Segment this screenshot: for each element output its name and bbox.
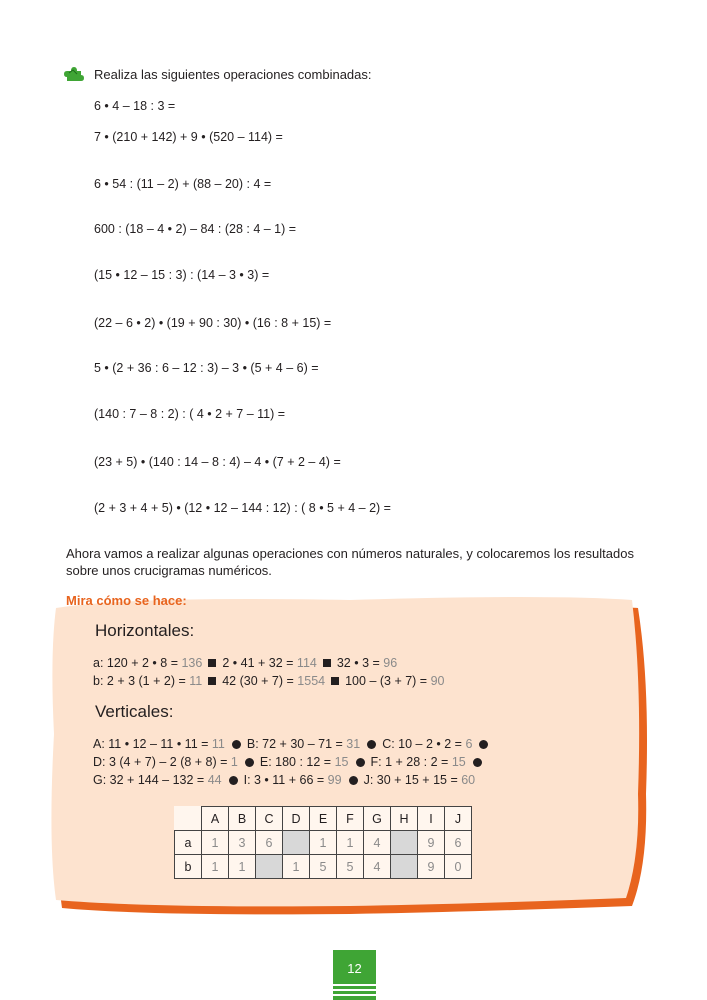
- grid-row: [175, 855, 472, 879]
- grid-cell-shaded: [391, 855, 418, 879]
- expr: F: 1 + 28 : 2 =: [370, 755, 452, 769]
- dot-bullet-icon: [245, 758, 254, 767]
- operation-5: (15 • 12 – 15 : 3) : (14 – 3 • 3) =: [94, 268, 270, 282]
- dot-bullet-icon: [232, 740, 241, 749]
- result: 1554: [297, 674, 326, 688]
- result: 44: [207, 773, 222, 787]
- horizontal-row-a: [93, 656, 397, 670]
- grid-column-header: J: [445, 807, 472, 831]
- dot-bullet-icon: [479, 740, 488, 749]
- operation-7: 5 • (2 + 36 : 6 – 12 : 3) – 3 • (5 + 4 – 6) =: [94, 361, 319, 375]
- operation-3: 6 • 54 : (11 – 2) + (88 – 20) : 4 =: [94, 177, 272, 191]
- grid-column-header: B: [229, 807, 256, 831]
- grid-cell: 1: [229, 855, 256, 879]
- grid-row-label: b: [175, 855, 202, 879]
- intro-paragraph: Ahora vamos a realizar algunas operaciones con números naturales, y colocaremos los resultados sobre unos crucigramas numéricos.: [66, 546, 634, 578]
- result: 15: [334, 755, 349, 769]
- result: 60: [461, 773, 476, 787]
- result: 6: [465, 737, 473, 751]
- grid-cell: 1: [202, 855, 229, 879]
- expr: 100 – (3 + 7) =: [345, 674, 431, 688]
- grid-column-header: F: [337, 807, 364, 831]
- expr: I: 3 • 11 + 66 =: [243, 773, 328, 787]
- grid-cell-shaded: [256, 855, 283, 879]
- result: 15: [451, 755, 466, 769]
- vertical-row-3: [93, 773, 475, 787]
- grid-cell: 6: [256, 831, 283, 855]
- grid-cell: 9: [418, 855, 445, 879]
- result: 1: [230, 755, 238, 769]
- result: 11: [211, 737, 225, 751]
- expr: b: 2 + 3 (1 + 2) =: [93, 674, 190, 688]
- grid-column-header: C: [256, 807, 283, 831]
- expr: B: 72 + 30 – 71 =: [246, 737, 347, 751]
- expr: A: 11 • 12 – 11 • 11 =: [93, 737, 212, 751]
- horizontal-row-b: [93, 674, 445, 688]
- square-bullet-icon: [323, 659, 331, 667]
- result: 136: [181, 656, 203, 670]
- operation-2: 7 • (210 + 142) + 9 • (520 – 114) =: [94, 130, 283, 144]
- expr: E: 180 : 12 =: [259, 755, 335, 769]
- puzzle-piece-icon: [64, 66, 84, 82]
- dot-bullet-icon: [367, 740, 376, 749]
- expr: G: 32 + 144 – 132 =: [93, 773, 208, 787]
- exercise-instruction: Realiza las siguientes operaciones combinadas:: [94, 67, 372, 82]
- grid-header-row: [175, 807, 472, 831]
- result: 90: [430, 674, 445, 688]
- verticales-title: Verticales:: [95, 702, 174, 721]
- grid-column-header: I: [418, 807, 445, 831]
- grid-cell-shaded: [391, 831, 418, 855]
- operation-6: (22 – 6 • 2) • (19 + 90 : 30) • (16 : 8 + 15) =: [94, 316, 332, 330]
- result: 99: [327, 773, 342, 787]
- square-bullet-icon: [208, 659, 216, 667]
- grid-column-header: G: [364, 807, 391, 831]
- grid-cell: 1: [202, 831, 229, 855]
- grid-cell: 6: [445, 831, 472, 855]
- expr: J: 30 + 15 + 15 =: [363, 773, 462, 787]
- square-bullet-icon: [208, 677, 216, 685]
- dot-bullet-icon: [356, 758, 365, 767]
- expr: 32 • 3 =: [336, 656, 384, 670]
- expr: C: 10 – 2 • 2 =: [382, 737, 466, 751]
- vertical-row-2: [93, 755, 488, 769]
- grid-cell: 1: [310, 831, 337, 855]
- operation-4: 600 : (18 – 4 • 2) – 84 : (28 : 4 – 1) =: [94, 222, 297, 236]
- dot-bullet-icon: [229, 776, 238, 785]
- grid-cell: 4: [364, 855, 391, 879]
- grid-cell-shaded: [283, 831, 310, 855]
- page-number: 12: [347, 961, 362, 976]
- dot-bullet-icon: [473, 758, 482, 767]
- page-stripe: [333, 989, 376, 991]
- grid-cell: 0: [445, 855, 472, 879]
- grid-column-header: E: [310, 807, 337, 831]
- expr: 42 (30 + 7) =: [222, 674, 298, 688]
- grid-cell: 5: [310, 855, 337, 879]
- result: 114: [296, 656, 317, 670]
- result: 11: [189, 674, 203, 688]
- expr: a: 120 + 2 • 8 =: [93, 656, 182, 670]
- grid-row: [175, 831, 472, 855]
- vertical-row-1: [93, 737, 494, 751]
- operation-10: (2 + 3 + 4 + 5) • (12 • 12 – 144 : 12) : ( 8 • 5 + 4 – 2) =: [94, 501, 391, 515]
- grid-column-header: A: [202, 807, 229, 831]
- square-bullet-icon: [331, 677, 339, 685]
- result: 31: [346, 737, 361, 751]
- operation-1: 6 • 4 – 18 : 3 =: [94, 99, 176, 113]
- operation-8: (140 : 7 – 8 : 2) : ( 4 • 2 + 7 – 11) =: [94, 407, 286, 421]
- expr: D: 3 (4 + 7) – 2 (8 + 8) =: [93, 755, 231, 769]
- grid-cell: 4: [364, 831, 391, 855]
- page-stripe: [333, 994, 376, 996]
- page-stripe: [333, 984, 376, 986]
- grid-corner: [175, 807, 202, 831]
- dot-bullet-icon: [349, 776, 358, 785]
- grid-row-label: a: [175, 831, 202, 855]
- grid-column-header: D: [283, 807, 310, 831]
- grid-cell: 1: [337, 831, 364, 855]
- expr: 2 • 41 + 32 =: [222, 656, 297, 670]
- grid-cell: 3: [229, 831, 256, 855]
- horizontales-title: Horizontales:: [95, 621, 195, 640]
- grid-column-header: H: [391, 807, 418, 831]
- operation-9: (23 + 5) • (140 : 14 – 8 : 4) – 4 • (7 + 2 – 4) =: [94, 455, 341, 469]
- crossword-grid: [174, 806, 472, 879]
- grid-cell: 9: [418, 831, 445, 855]
- grid-cell: 5: [337, 855, 364, 879]
- result: 96: [383, 656, 398, 670]
- how-to-heading: Mira cómo se hace:: [66, 593, 187, 608]
- grid-cell: 1: [283, 855, 310, 879]
